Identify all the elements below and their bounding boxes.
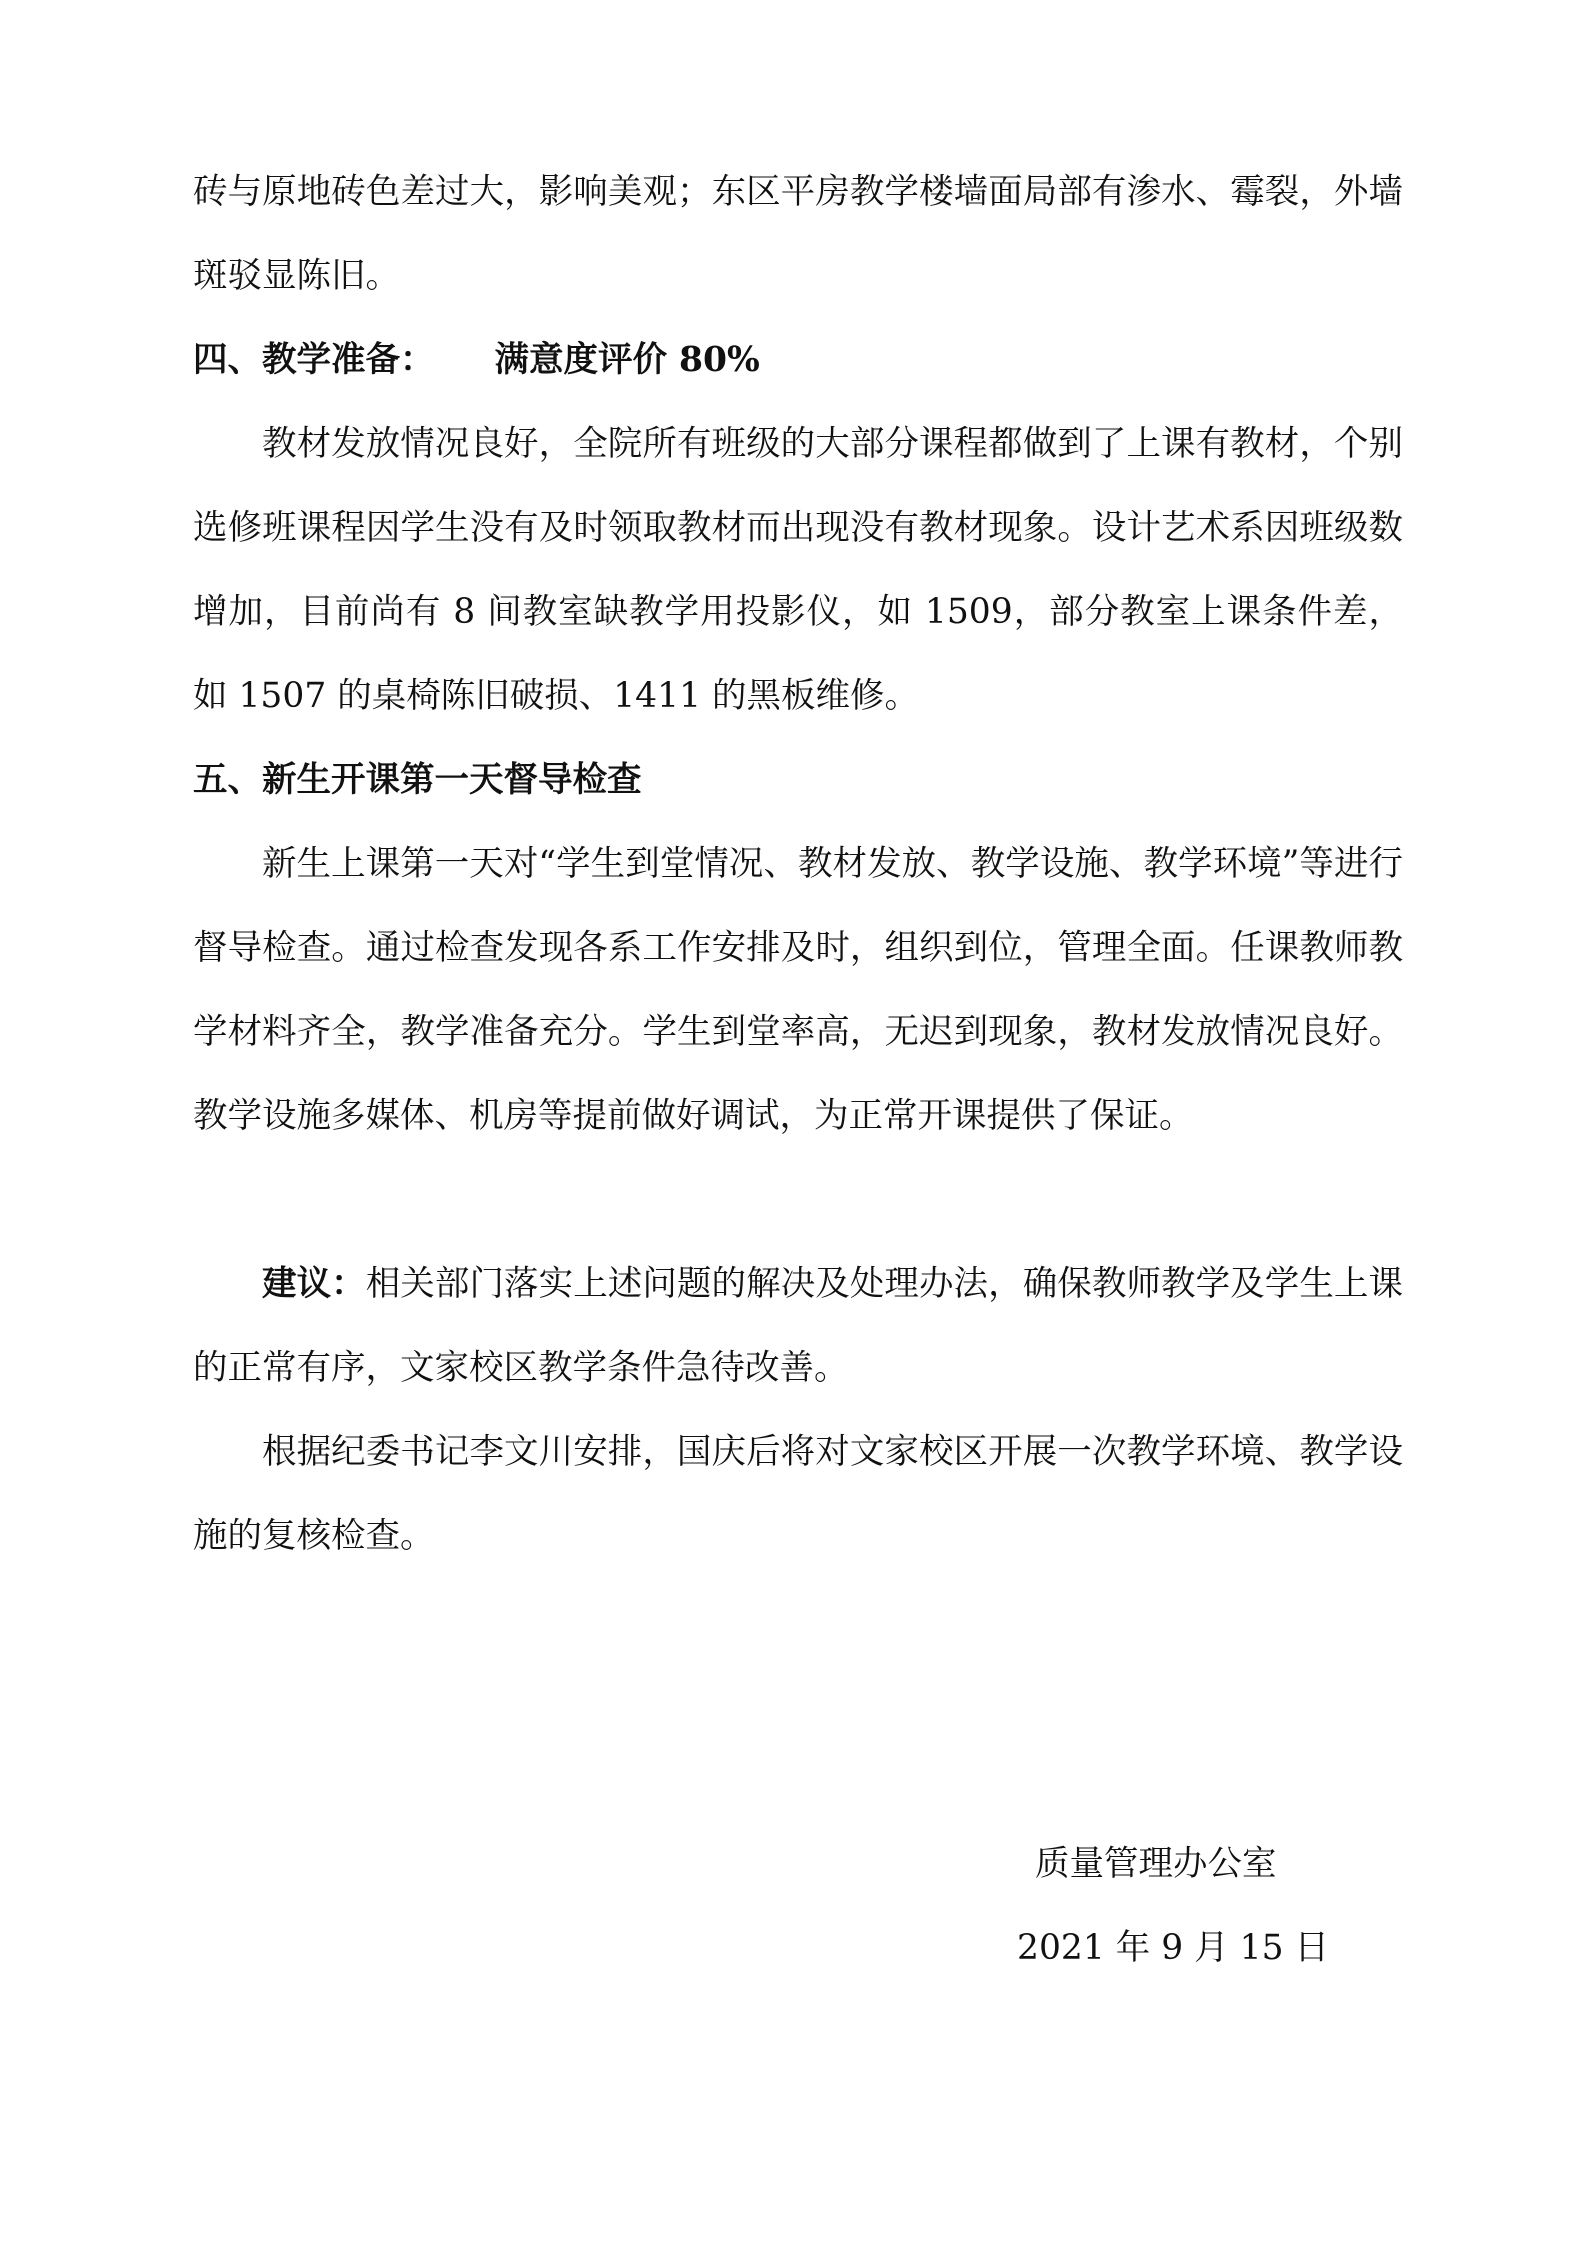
section-4-heading (193, 318, 1403, 402)
signature-office: 质量管理办公室 (1035, 1844, 1277, 1884)
document-body (193, 150, 1403, 1578)
section-4-body: 教材发放情况良好，全院所有班级的大部分课程都做到了上课有教材，个别选修班课程因学生没有及时领取教材而出现没有教材现象。设计艺术系因班级数增加，目前尚有 8 间教室缺教学用投影仪，如 1509，部分教室上课条件差，如 1507 的桌椅陈旧破损、1411 的黑板维修。 (193, 424, 1403, 716)
section-4-rating: 满意度评价 80% (494, 340, 760, 380)
arrangement-paragraph: 根据纪委书记李文川安排，国庆后将对文家校区开展一次教学环境、教学设施的复核检查。 (193, 1432, 1403, 1556)
section-4-title: 四、教学准备： (193, 340, 435, 380)
suggestion-label: 建议： (262, 1264, 366, 1304)
suggestion-text: 相关部门落实上述问题的解决及处理办法，确保教师教学及学生上课的正常有序，文家校区教学条件急待改善。 (193, 1264, 1403, 1388)
section-5-heading: 五、新生开课第一天督导检查 (193, 760, 642, 800)
section-5-body: 新生上课第一天对“学生到堂情况、教材发放、教学设施、教学环境”等进行督导检查。通过检查发现各系工作安排及时，组织到位，管理全面。任课教师教学材料齐全，教学准备充分。学生到堂率高，无迟到现象，教材发放情况良好。教学设施多媒体、机房等提前做好调试，为正常开课提供了保证。 (193, 844, 1403, 1136)
continued-paragraph: 砖与原地砖色差过大，影响美观；东区平房教学楼墙面局部有渗水、霉裂，外墙斑驳显陈旧。 (193, 172, 1403, 296)
suggestion-paragraph (193, 1242, 1403, 1410)
blank-line (193, 1158, 1403, 1242)
signature-date: 2021 年 9 月 15 日 (1017, 1928, 1329, 1968)
